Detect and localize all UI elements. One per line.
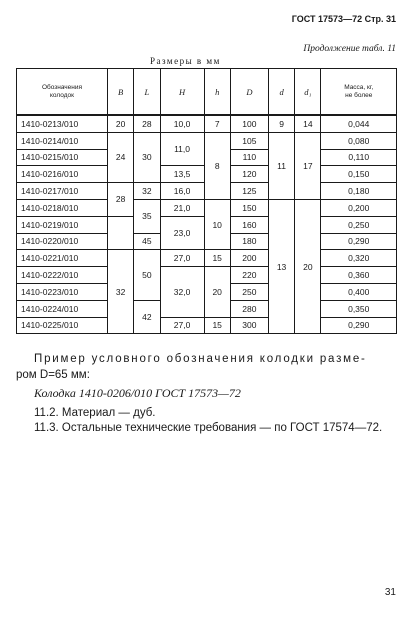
table-row	[17, 250, 397, 267]
cell-L: 45	[134, 233, 160, 250]
cell-mass: 0,110	[321, 149, 397, 166]
cell-B: 28	[108, 183, 134, 217]
cell-D: 100	[230, 115, 268, 132]
cell-D: 105	[230, 132, 268, 149]
cell-d1: 17	[295, 132, 321, 199]
cell-D: 150	[230, 199, 268, 216]
running-header: ГОСТ 17573—72 Стр. 31	[291, 14, 396, 24]
cell-h: 7	[204, 115, 230, 132]
header-h: h	[204, 69, 230, 116]
cell-H: 27,0	[160, 250, 204, 267]
cell-D: 160	[230, 216, 268, 233]
cell-B: 20	[108, 115, 134, 132]
cell-name: 1410-0214/010	[17, 132, 108, 149]
cell-mass: 0,250	[321, 216, 397, 233]
cell-h: 20	[204, 267, 230, 317]
cell-h: 8	[204, 132, 230, 199]
cell-L: 42	[134, 300, 160, 334]
header-D: D	[230, 69, 268, 116]
cell-B: 24	[108, 132, 134, 182]
cell-mass: 0,350	[321, 300, 397, 317]
cell-mass: 0,290	[321, 317, 397, 334]
cell-L: 50	[134, 250, 160, 300]
specification-table	[16, 68, 397, 334]
item-11-3: 11.3. Остальные технические требования — по ГОСТ 17574—72.	[34, 422, 383, 434]
cell-D: 200	[230, 250, 268, 267]
cell-name: 1410-0221/010	[17, 250, 108, 267]
cell-H: 11,0	[160, 132, 204, 166]
cell-L: 35	[134, 199, 160, 233]
cell-D: 250	[230, 283, 268, 300]
cell-mass: 0,080	[321, 132, 397, 149]
table-row	[17, 317, 397, 334]
header-B: B	[108, 69, 134, 116]
cell-B: 32	[108, 250, 134, 334]
cell-d1: 14	[295, 115, 321, 132]
cell-mass: 0,400	[321, 283, 397, 300]
cell-name: 1410-0225/010	[17, 317, 108, 334]
cell-D: 120	[230, 166, 268, 183]
cell-H: 13,5	[160, 166, 204, 183]
cell-mass: 0,290	[321, 233, 397, 250]
header-L: L	[134, 69, 160, 116]
cell-d: 9	[268, 115, 294, 132]
cell-H: 32,0	[160, 267, 204, 317]
example-heading-line2: ром D=65 мм:	[16, 369, 90, 381]
cell-name: 1410-0213/010	[17, 115, 108, 132]
cell-D: 220	[230, 267, 268, 284]
cell-name: 1410-0220/010	[17, 233, 108, 250]
cell-B-empty	[108, 216, 134, 250]
cell-d: 13	[268, 199, 294, 333]
item-11-2: 11.2. Материал — дуб.	[34, 407, 156, 419]
table-header-row	[17, 69, 397, 116]
header-d1: d₁	[295, 69, 321, 116]
cell-H: 21,0	[160, 199, 204, 216]
cell-h: 15	[204, 250, 230, 267]
example-designation: Колодка 1410-0206/010 ГОСТ 17573—72	[34, 386, 241, 400]
cell-mass: 0,200	[321, 199, 397, 216]
cell-d: 11	[268, 132, 294, 199]
cell-H: 23,0	[160, 216, 204, 250]
cell-H: 27,0	[160, 317, 204, 334]
page-number: 31	[384, 587, 396, 598]
cell-mass: 0,150	[321, 166, 397, 183]
cell-d1: 20	[295, 199, 321, 333]
cell-h: 10	[204, 199, 230, 249]
cell-H: 10,0	[160, 115, 204, 132]
table-continuation-label: Продолжение табл. 11	[303, 44, 396, 54]
cell-name: 1410-0224/010	[17, 300, 108, 317]
cell-L: 32	[134, 183, 160, 200]
cell-D: 110	[230, 149, 268, 166]
header-designation: Обозначения колодок	[17, 69, 108, 116]
table-row	[17, 132, 397, 149]
cell-D: 300	[230, 317, 268, 334]
cell-name: 1410-0222/010	[17, 267, 108, 284]
table-row	[17, 115, 397, 132]
cell-L: 28	[134, 115, 160, 132]
cell-name: 1410-0223/010	[17, 283, 108, 300]
header-mass: Масса, кг, не более	[321, 69, 397, 116]
cell-name: 1410-0216/010	[17, 166, 108, 183]
cell-mass: 0,360	[321, 267, 397, 284]
example-heading-line1: Пример условного обозначения колодки разме-	[34, 353, 367, 365]
cell-mass: 0,044	[321, 115, 397, 132]
table-row	[17, 199, 397, 216]
cell-name: 1410-0215/010	[17, 149, 108, 166]
cell-L: 30	[134, 132, 160, 182]
cell-D: 180	[230, 233, 268, 250]
cell-mass: 0,320	[321, 250, 397, 267]
header-d: d	[268, 69, 294, 116]
cell-mass: 0,180	[321, 183, 397, 200]
cell-name: 1410-0219/010	[17, 216, 108, 233]
cell-H: 16,0	[160, 183, 204, 200]
cell-name: 1410-0217/010	[17, 183, 108, 200]
cell-name: 1410-0218/010	[17, 199, 108, 216]
sizes-label: Размеры в мм	[150, 56, 221, 66]
table-row	[17, 267, 397, 284]
cell-D: 280	[230, 300, 268, 317]
cell-h: 15	[204, 317, 230, 334]
cell-D: 125	[230, 183, 268, 200]
header-H: H	[160, 69, 204, 116]
